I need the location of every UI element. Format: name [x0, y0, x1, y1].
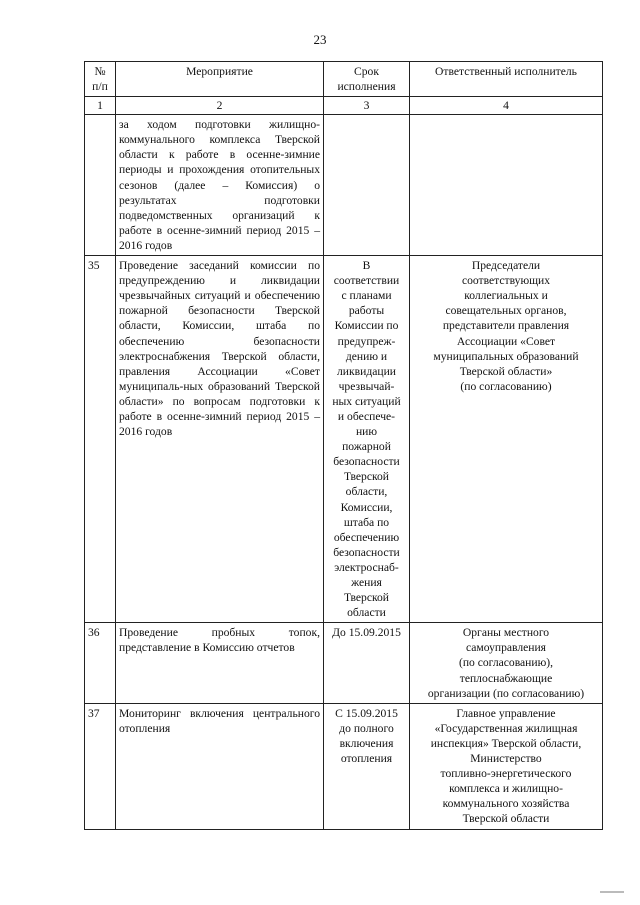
row-activity: Проведение пробных топок, представление в Комиссию отчетов [116, 623, 324, 703]
table-row [85, 623, 603, 703]
row-executor: Председатели соответствующих коллегиальных и совещательных органов, представители правления Ассоциации «Совет муниципальных образований Тверской области» (по согласованию) [410, 256, 603, 623]
table-header-row [85, 62, 603, 97]
row-term: С 15.09.2015 до полного включения отопления [324, 703, 410, 829]
header-term: Срок исполнения [324, 62, 410, 97]
row-activity: Мониторинг включения центрального отопления [116, 703, 324, 829]
column-index: 2 [116, 97, 324, 115]
page-number: 23 [313, 32, 327, 47]
header-number: № п/п [85, 62, 116, 97]
column-index-row [85, 97, 603, 115]
row-number: 37 [85, 703, 116, 829]
header-activity: Мероприятие [116, 62, 324, 97]
row-number: 35 [85, 256, 116, 623]
column-index: 1 [85, 97, 116, 115]
row-activity: Проведение заседаний комиссии по предупреждению и ликвидации чрезвычайных ситуаций и обеспечению пожарной безопасности Тверской области, Комиссии, штаба по обеспечению безопасности электроснабжения Тверской области, правления Ассоциации «Совет муниципаль-ных образований Тверской области» по вопросам подготовки к работе в осенне-зимний период 2015 – 2016 годов [116, 256, 324, 623]
row-term [324, 115, 410, 256]
row-executor: Главное управление «Государственная жилищная инспекция» Тверской области, Министерство топливно-энергетического комплекса и жилищно- коммунального хозяйства Тверской области [410, 703, 603, 829]
table-row [85, 256, 603, 623]
row-activity: за ходом подготовки жилищно-коммунального комплекса Тверской области к работе в осенне-зимние периоды и прохождения отопительных сезонов (далее – Комиссия) о результатах подготовки подведомственных организаций к работе в осенне-зимний период 2015 – 2016 годов [116, 115, 324, 256]
row-executor: Органы местного самоуправления (по согласованию), теплоснабжающие организации (по согласованию) [410, 623, 603, 703]
table-row [85, 115, 603, 256]
column-index: 3 [324, 97, 410, 115]
row-number: 36 [85, 623, 116, 703]
row-term: До 15.09.2015 [324, 623, 410, 703]
scan-mark [600, 891, 624, 893]
header-executor: Ответственный исполнитель [410, 62, 603, 97]
column-index: 4 [410, 97, 603, 115]
events-table [84, 61, 603, 830]
table-row [85, 703, 603, 829]
row-executor [410, 115, 603, 256]
row-term: В соответствии с планами работы Комиссии по предупреж- дению и ликвидации чрезвычай- ных ситуаций и обеспече- нию пожарной безопасности Тверской области, Комиссии, штаба по обеспечению безопасности электроснаб- жения Тверской области [324, 256, 410, 623]
row-number [85, 115, 116, 256]
